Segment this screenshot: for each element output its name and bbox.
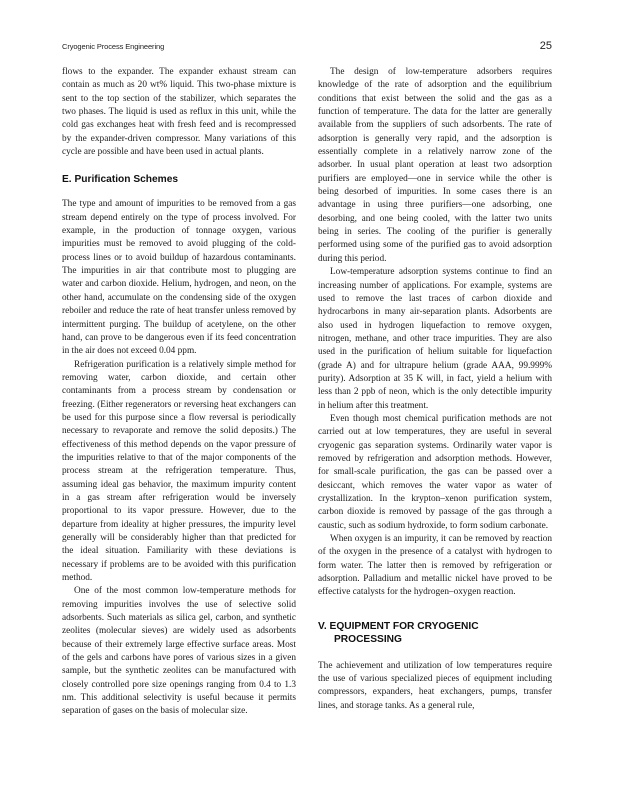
right-column	[318, 66, 552, 713]
left-column	[62, 66, 296, 719]
paragraph-selective-adsorbents: One of the most common low-temperature methods for removing impurities involves the use of selective solid adsorbents. Such materials as silica gel, carbon, and synthetic zeolites (molecular sieves) are widely used as adsorbents because of their extremely large effective surface areas. Most of the gels and carbons have pores of various sizes in a given sample, but the synthetic zeolites can be manufactured with closely controlled pore size openings ranging from 0.4 to 1.3 nm. This additional selectivity is useful because it permits separation of gases on the basis of molecular size.	[62, 586, 296, 717]
section-heading-equipment-line1: V. EQUIPMENT FOR CRYOGENIC	[318, 620, 479, 632]
running-title: Cryogenic Process Engineering	[62, 42, 165, 51]
paragraph-refrigeration-purification: Refrigeration purification is a relatively simple method for removing water, carbon dioxide, and certain other contaminants from a process stream by condensation or freezing. (Either regenerators or reversing heat exchangers can be used for this purpose since a flow reversal is periodically necessary to revaporate and remove the solid deposits.) The effectiveness of this method depends on the vapor pressure of the impurities relative to that of the major components of the process stream at the refrigeration temperature. Thus, assuming ideal gas behavior, the maximum impurity content in a gas stream after refrigeration would be inversely proportional to its vapor pressure. However, due to the departure from ideality at higher pressures, the impurity level generally will be considerably higher than that predicted for the ideal situation. Familiarity with these deviations is necessary if problems are to be avoided with this purification method.	[62, 359, 296, 584]
paragraph-continued: flows to the expander. The expander exhaust stream can contain as much as 20 wt% liquid. This two-phase mixture is sent to the top section of the stabilizer, which separates the two phases. The liquid is used as reflux in this unit, while the cold gas exchanges heat with fresh feed and is recompressed by the expander-driven compressor. Many variations of this cycle are possible and have been used in actual plants.	[62, 67, 296, 158]
section-heading-equipment-line2: PROCESSING	[334, 633, 402, 645]
paragraph-oxygen-removal: When oxygen is an impurity, it can be removed by reaction of the oxygen in the presence of a catalyst with hydrogen to form water. The latter then is removed by refrigeration or adsorption. Palladium and metallic nickel have proved to be effective catalysts for the hydrogen–oxygen reaction.	[318, 534, 552, 598]
paragraph-impurities-intro: The type and amount of impurities to be removed from a gas stream depend entirely on the type of process involved. For example, in the production of tonnage oxygen, various impurities must be removed to avoid plugging of the cold-process lines or to avoid buildup of hazardous contaminants. The impurities in air that contribute most to plugging are water and carbon dioxide. Helium, hydrogen, and neon, on the other hand, accumulate on the condensing side of the oxygen reboiler and reduce the rate of heat transfer unless removed by intermittent purging. The buildup of acetylene, on the other hand, can prove to be dangerous even if its feed concentration in the air does not exceed 0.04 ppm.	[62, 199, 296, 357]
paragraph-adsorber-design: The design of low-temperature adsorbers requires knowledge of the rate of adsorption and the equilibrium conditions that exist between the solid and the gas as a function of temperature. The data for the latter are generally available from the suppliers of such adsorbents. The rate of adsorption is generally very rapid, and the adsorption is essentially complete in a relatively narrow zone of the adsorber. In usual plant operation at least two adsorption purifiers are employed—one in service while the other is being desorbed of impurities. In some cases there is an advantage in using three purifiers—one adsorbing, one desorbing, and one being cooled, with the latter two units being in series. The cooling of the purifier is generally performed using some of the purified gas to avoid adsorption during this period.	[318, 67, 552, 264]
paragraph-adsorption-applications: Low-temperature adsorption systems continue to find an increasing number of applications. For example, systems are used to remove the last traces of carbon dioxide and hydrocarbons in many air-separation plants. Adsorbents are also used in hydrogen liquefaction to remove oxygen, nitrogen, methane, and other trace impurities. They are also used in the purification of helium suitable for liquefaction (grade A) and for ultrapure helium (grade AAA, 99.999% purity). Adsorption at 35 K will, in fact, yield a helium with less than 2 ppb of neon, which is the only detectible impurity in helium after this treatment.	[318, 267, 552, 411]
paragraph-equipment-intro: The achievement and utilization of low temperatures require the use of various specialized pieces of equipment including compressors, expanders, heat exchangers, pumps, transfer lines, and storage tanks. As a general rule,	[318, 660, 552, 711]
section-heading-equipment	[318, 620, 552, 646]
running-header	[62, 40, 552, 54]
section-heading-purification-schemes: E. Purification Schemes	[62, 174, 179, 186]
page-number: 25	[539, 40, 552, 52]
paragraph-chemical-purification: Even though most chemical purification methods are not carried out at low temperatures, they are useful in several cryogenic gas separation systems. Ordinarily water vapor is removed by refrigeration and adsorption methods. However, for small-scale purification, the gas can be passed over a desiccant, which removes the water vapor as water of crystallization. In the krypton–xenon purification system, carbon dioxide is removed by passage of the gas through a caustic, such as sodium hydroxide, to form sodium carbonate.	[318, 413, 552, 531]
